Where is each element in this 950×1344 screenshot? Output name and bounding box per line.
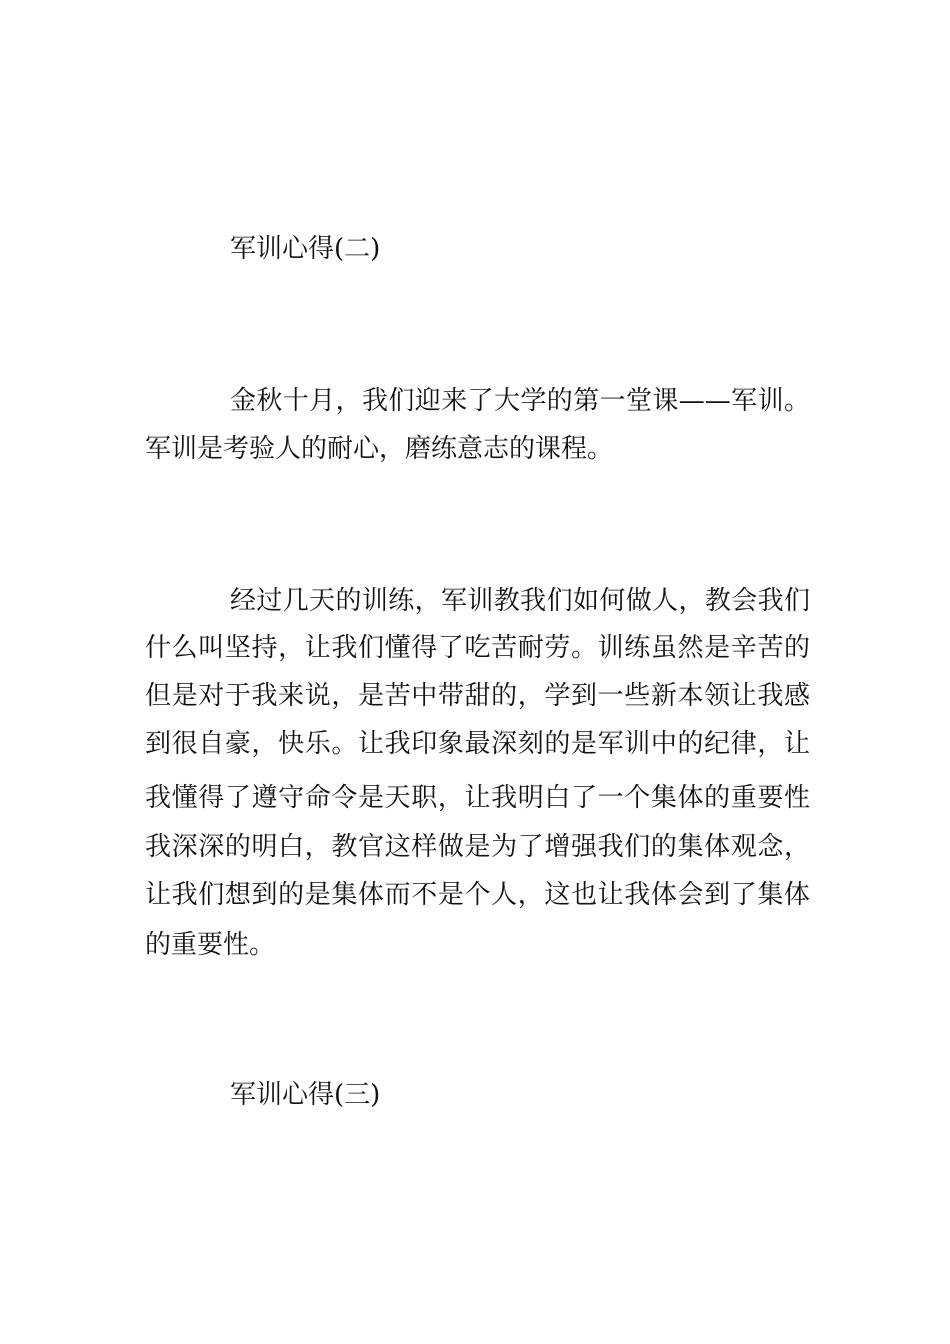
- paragraph-2-line-1: 经过几天的训练，军训教我们如何做人，教会我们: [230, 586, 810, 616]
- paragraph-1-line-2: 军训是考验人的耐心，磨练意志的课程。: [145, 434, 614, 464]
- paragraph-2-line-4: 到很自豪，快乐。让我印象最深刻的是军训中的纪律，让: [145, 729, 810, 759]
- paragraph-2-line-3: 但是对于我来说，是苦中带甜的，学到一些新本领让我感: [145, 681, 810, 711]
- paragraph-2-line-5: 我懂得了遵守命令是天职，让我明白了一个集体的重要性: [145, 783, 810, 813]
- section-heading-2: 军训心得(二): [230, 234, 381, 264]
- section-heading-3: 军训心得(三): [230, 1080, 381, 1110]
- paragraph-2-line-7: 让我们想到的是集体而不是个人，这也让我体会到了集体: [145, 880, 810, 910]
- paragraph-2-line-6: 我深深的明白，教官这样做是为了增强我们的集体观念，: [145, 832, 810, 862]
- paragraph-2-line-8: 的重要性。: [145, 930, 276, 960]
- paragraph-1-line-1: 金秋十月，我们迎来了大学的第一堂课——军训。: [230, 386, 810, 416]
- paragraph-2-line-2: 什么叫坚持，让我们懂得了吃苦耐劳。训练虽然是辛苦的: [145, 633, 810, 663]
